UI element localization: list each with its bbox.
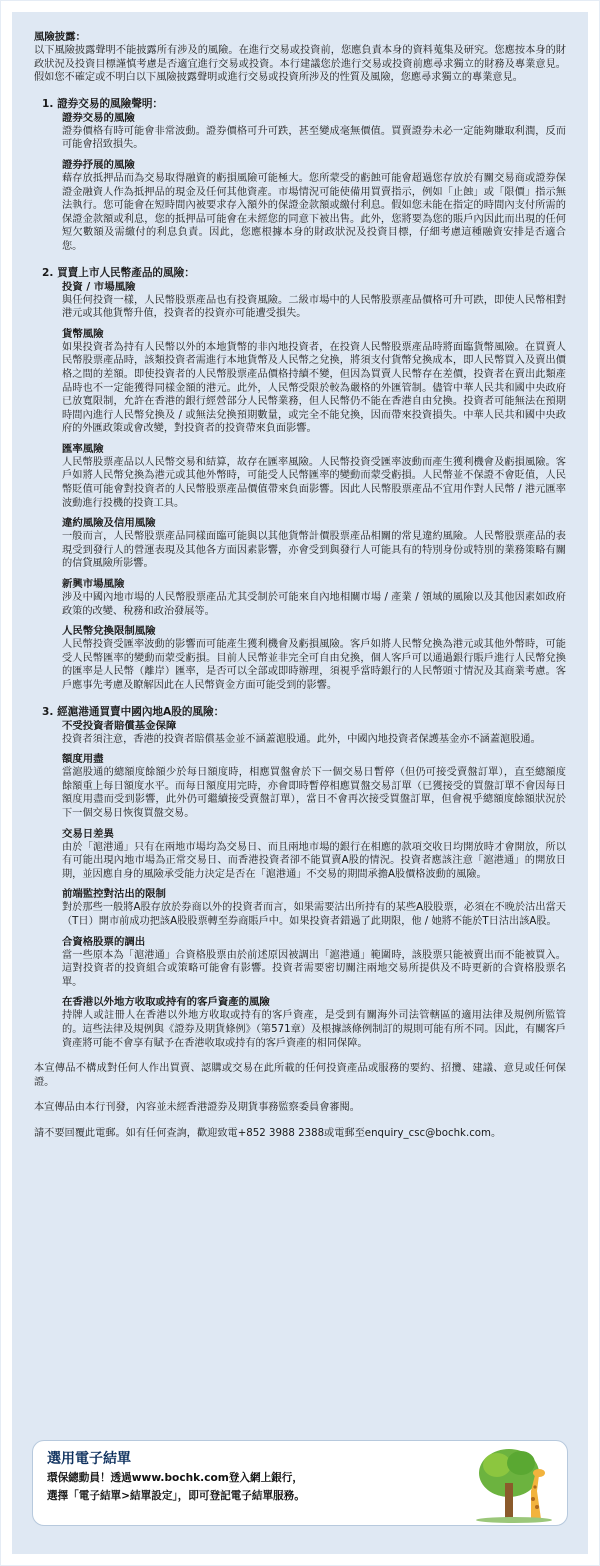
- risk-item-heading: 額度用盡: [62, 753, 104, 766]
- risk-item-heading: 新興市場風險: [62, 578, 125, 591]
- risk-item-text: 與任何投資一樣，人民幣股票產品也有投資風險。二級市場中的人民幣股票產品價格可升可跌，即使人民幣相對港元或其他貨幣升值，投資者的投資亦可能遭受損失。: [62, 294, 566, 320]
- risk-item-text: 投資者須注意，香港的投資者賠償基金並不涵蓋滬股通。此外，中國內地投資者保護基金亦不涵蓋滬股通。: [62, 733, 541, 745]
- promo-line-2: 選擇「電子結單>結單設定」，即可登記電子結單服務。: [47, 1490, 305, 1502]
- section-title: 1. 證券交易的風險聲明：: [42, 97, 164, 110]
- risk-item-heading: 證券交易的風險: [62, 111, 135, 124]
- intro-title: 風險披露：: [34, 31, 86, 43]
- disclosure-panel: [12, 12, 588, 1554]
- risk-item-text: 當一些原本為「滬港通」合資格股票由於前述原因被調出「滬港通」範圍時，該股票只能被賣出而不能被買入。這對投資者的投資組合或策略可能會有影響。投資者需要密切關注兩地交易所提供及不時更新的合資格股票名單。: [62, 949, 566, 988]
- risk-item-heading: 前端監控對沽出的限制: [62, 888, 166, 901]
- risk-item-text: 對於那些一般將A股存放於券商以外的投資者而言，如果需要沽出所持有的某些A股股票，必須在不晚於沽出當天（T日）開市前成功把該A股股票轉至券商賬戶中。如果投資者錯過了此期限，他 / 她將不能於T日沽出該A股。: [62, 902, 566, 927]
- risk-item: [62, 995, 566, 1050]
- risk-item: [62, 280, 566, 321]
- risk-item-heading: 證券抒展的風險: [62, 158, 135, 171]
- section-body: [62, 719, 566, 1051]
- risk-item: [62, 158, 566, 254]
- risk-item: [62, 624, 566, 692]
- section-title: 3. 經滬港通買賣中國內地A股的風險：: [42, 705, 225, 718]
- risk-item-text: 如果投資者為持有人民幣以外的本地貨幣的非內地投資者，在投資人民幣股票產品時將面臨貨幣風險。在買賣人民幣股票產品時，該類投資者需進行本地貨幣及人民幣之兌換，將須支付貨幣兌換成本，即人民幣買入及賣出價格之間的差額。即使投資者的人民幣股票產品價格持續不變，但因為買賣人民幣存在差價，投資者在賣出此類產品時也不一定能獲得同樣金額的港元。此外，人民幣受限於較為嚴格的外匯管制。儘管中華人民共和國中央政府已放寬限制，允許在香港的銀行經營部分人民幣業務，但人民幣仍不能在香港自由兌換。投資者可能無法在預期時間內進行人民幣兌換及 / 或無法兌換預期數量，或完全不能兌換，因而帶來投資損失。中華人民共和國中央政府的外匯政策或會改變，對投資者的投資帶來負面影響。: [62, 341, 566, 435]
- risk-item-heading: 在香港以外地方收取或持有的客戶資產的風險: [62, 996, 270, 1009]
- risk-item: [62, 935, 566, 990]
- risk-item: [62, 516, 566, 571]
- promo-line-1: 環保總動員！透過www.bochk.com登入網上銀行，: [47, 1472, 303, 1484]
- risk-item-heading: 違約風險及信用風險: [62, 517, 156, 530]
- risk-item: [62, 442, 566, 510]
- risk-item-text: 涉及中國內地市場的人民幣股票產品尤其受制於可能來自內地相關市場 / 產業 / 領域的風險以及其他因素如政府政策的改變、稅務和政治發展等。: [62, 592, 566, 617]
- risk-item-text: 一般而言，人民幣股票產品同樣面臨可能與以其他貨幣計價股票產品相關的常見違約風險。人民幣股票產品的表現受到發行人的營運表現及其他各方面因素影響，亦會受到與發行人可能具有的特別身份或特別的業務策略有關的信貸風險所影響。: [62, 531, 566, 570]
- notice-offer: 本宣傳品不構成對任何人作出買賣、認購或交易在此所載的任何投資產品或服務的要約、招攬、建議、意見或任何保證。: [34, 1063, 566, 1088]
- section-title: 2. 買賣上市人民幣產品的風險：: [42, 266, 195, 279]
- risk-item-text: 持牌人或註冊人在香港以外地方收取或持有的客戶資產，是受到有關海外司法管轄區的適用法律及規例所監管的。這些法律及規例與《證券及期貨條例》（第571章）及根據該條例制訂的規則可能有所不同。因此，有關客戶資產將可能不會享有賦予在香港收取或持有的客戶資產的相同保障。: [62, 1010, 566, 1049]
- risk-item: [62, 577, 566, 618]
- risk-section: [34, 266, 566, 693]
- intro-text: 以下風險披露聲明不能披露所有涉及的風險。在進行交易或投資前，您應負責本身的資料蒐集及研究。您應按本身的財政狀況及投資目標謹慎考慮是否適宜進行交易或投資。本行建議您於進行交易或投資前應尋求獨立的財務及專業意見。假如您不確定或不明白以下風險披露聲明或進行交易或投資所涉及的性質及風險，您應尋求獨立的專業意見。: [34, 45, 566, 84]
- risk-item: [62, 752, 566, 820]
- risk-item-heading: 不受投資者賠償基金保障: [62, 719, 177, 732]
- intro-section: [34, 30, 566, 85]
- risk-item-heading: 人民幣兌換限制風險: [62, 625, 156, 638]
- section-body: [62, 111, 566, 254]
- notice-sfc: 本宣傳品由本行刊發，內容並未經香港證券及期貨事務監察委員會審閱。: [34, 1102, 360, 1114]
- risk-item-text: 當滬股通的總額度餘額少於每日額度時，相應買盤會於下一個交易日暫停（但仍可接受賣盤訂單），直至總額度餘額重上每日額度水平。而每日額度用完時，亦會即時暫停相應買盤交易訂單（已獲接受的買盤訂單不會因每日額度用盡而受到影響，此外仍可繼續接受賣盤訂單），當日不會再次接受買盤訂單，但會視乎總額度餘額狀況於下一個交易日恢復買盤交易。: [62, 767, 566, 819]
- risk-item-heading: 合資格股票的調出: [62, 935, 146, 948]
- risk-item-text: 人民幣股票產品以人民幣交易和結算，故存在匯率風險。人民幣投資受匯率波動而產生獲利機會及虧損風險。客戶如將人民幣兌換為港元或其他外幣時，可能受人民幣匯率的變動而蒙受虧損。人民幣並不保證不會貶值，人民幣貶值可能會對投資者的人民幣股票產品價值帶來負面影響。因此人民幣股票產品不宜用作對人民幣 / 港元匯率波動進行投機的投資工具。: [62, 456, 566, 509]
- tree-giraffe-icon: [469, 1443, 559, 1523]
- risk-item-text: 證券價格有時可能會非常波動。證券價格可升可跌，甚至變成毫無價值。買賣證券未必一定能夠賺取利潤，反而可能會招致損失。: [62, 125, 566, 151]
- risk-item-text: 藉存放抵押品而為交易取得融資的虧損風險可能極大。您所蒙受的虧蝕可能會超過您存放於有關交易商或證券保證金融資人作為抵押品的現金及任何其他資產。市場情況可能使備用買賣指示，例如「止蝕」或「限價」指示無法執行。您可能會在短時間內被要求存入額外的保證金款額或繳付利息。假如您未能在指定的時間內支付所需的保證金款額或利息，您的抵押品可能會在未經您的同意下被出售。此外，您將要為您的賬戶內因此而出現的任何短欠數額及需繳付的利息負責。因此，您應根據本身的財政狀況及投資目標，仔細考慮這種融資安排是否適合您。: [62, 172, 566, 252]
- section-body: [62, 280, 566, 693]
- risk-sections: [34, 97, 566, 1050]
- risk-item-heading: 貨幣風險: [62, 327, 104, 340]
- risk-item: [62, 719, 566, 747]
- risk-item: [62, 111, 566, 152]
- risk-item: [62, 887, 566, 928]
- contact-line: 請不要回覆此電郵。如有任何查詢，歡迎致電+852 3988 2388或電郵至enquiry_csc@bochk.com。: [34, 1127, 502, 1139]
- risk-item-heading: 投資 / 市場風險: [62, 280, 136, 293]
- risk-item-text: 由於「滬港通」只有在兩地市場均為交易日、而且兩地市場的銀行在相應的款項交收日均開放時才會開放，所以有可能出現內地市場為正常交易日、而香港投資者卻不能買賣A股的情況。投資者應該注意「滬港通」的開放日期，並因應自身的風險承受能力決定是否在「滬港通」不交易的期間承擔A股價格波動的風險。: [62, 841, 566, 880]
- risk-section: [34, 705, 566, 1051]
- promo-title: 選用電子結單: [47, 1451, 131, 1467]
- risk-item-heading: 匯率風險: [62, 442, 104, 455]
- estatement-promo[interactable]: [32, 1440, 568, 1526]
- risk-item: [62, 827, 566, 882]
- risk-item-text: 人民幣投資受匯率波動的影響而可能產生獲利機會及虧損風險。客戶如將人民幣兌換為港元或其他外幣時，可能受人民幣匯率的變動而蒙受虧損。目前人民幣並非完全可自由兌換，個人客戶可以通過銀行賬戶進行人民幣兌換的匯率是人民幣（離岸）匯率，是否可以全部或即時辦理，須視乎當時銀行的人民幣頭寸情況及其商業考慮。客戶應事先考慮及瞭解因此在人民幣資金方面可能受到的影響。: [62, 639, 566, 691]
- risk-section: [34, 97, 566, 254]
- risk-item: [62, 327, 566, 436]
- risk-item-heading: 交易日差異: [62, 827, 114, 840]
